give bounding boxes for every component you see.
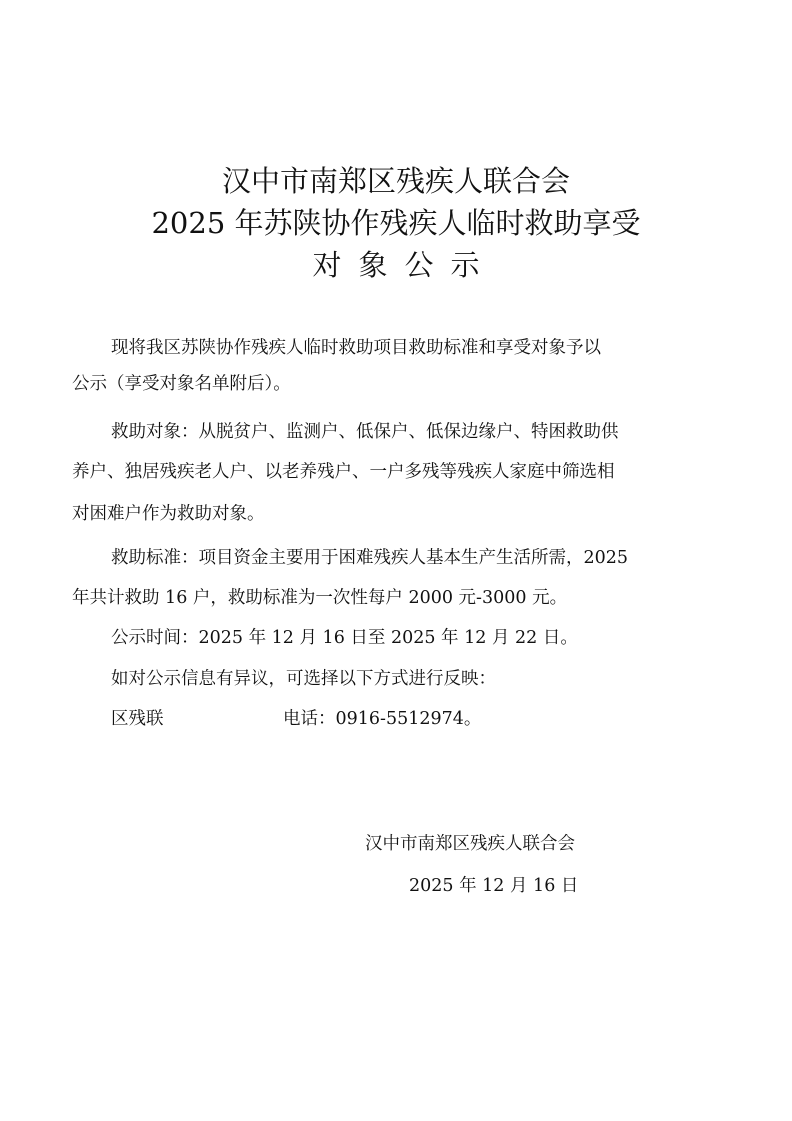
paragraph-standard-line-2: 年共计救助 16 户，救助标准为一次性每户 2000 元-3000 元。 — [72, 588, 568, 608]
signature-date: 2025 年 12 月 16 日 — [409, 876, 579, 896]
contact-organization: 区残联 — [111, 709, 164, 729]
paragraph-recipients-line-2: 养户、独居残疾老人户、以老养残户、一户多残等残疾人家庭中筛选相 — [72, 462, 615, 482]
document-title-line-2: 2025 年苏陕协作残疾人临时救助享受 — [151, 206, 641, 240]
document-title-line-3: 对象公示 — [312, 248, 497, 282]
paragraph-feedback: 如对公示信息有异议，可选择以下方式进行反映： — [111, 669, 496, 689]
document-title-line-1: 汉中市南郑区残疾人联合会 — [221, 164, 570, 198]
paragraph-intro-line-1: 现将我区苏陕协作残疾人临时救助项目救助标准和享受对象予以 — [111, 338, 601, 358]
paragraph-standard-line-1: 救助标准：项目资金主要用于困难残疾人基本生产生活所需，2025 — [111, 548, 629, 568]
signature-organization: 汉中市南郑区残疾人联合会 — [365, 834, 575, 854]
contact-phone: 电话：0916-5512974。 — [283, 709, 482, 729]
paragraph-recipients-line-1: 救助对象：从脱贫户、监测户、低保户、低保边缘户、特困救助供 — [111, 422, 619, 442]
paragraph-recipients-line-3: 对困难户作为救助对象。 — [72, 504, 265, 524]
paragraph-intro-line-2: 公示（享受对象名单附后）。 — [72, 374, 291, 394]
paragraph-notice-period: 公示时间：2025 年 12 月 16 日至 2025 年 12 月 22 日。 — [111, 628, 578, 648]
